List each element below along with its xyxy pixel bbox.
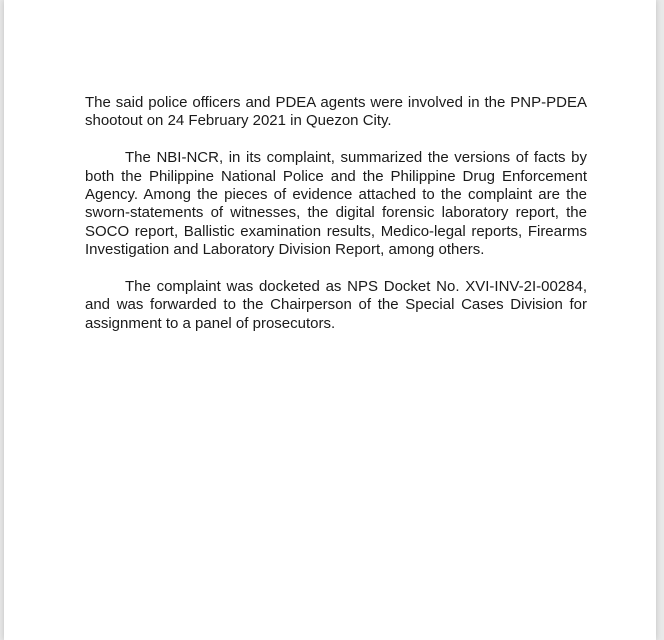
paragraph-docket: The complaint was docketed as NPS Docket No. XVI-INV-2I-00284, and was forwarded to the Chairperson of the Special Cases Division for assignment to a panel of prosecutors.	[85, 278, 587, 332]
paragraph-complaint-summary: The NBI-NCR, in its complaint, summarized the versions of facts by both the Philippine National Police and the Philippine Drug Enforcement Agency. Among the pieces of evidence attached to the complaint are the sworn-statements of witnesses, the digital forensic laboratory report, the SOCO report, Ballistic examination results, Medico-legal reports, Firearms Investigation and Laboratory Division Report, among others.	[85, 149, 587, 259]
document-body	[85, 94, 587, 352]
document-page	[4, 0, 656, 640]
paragraph-involvement: The said police officers and PDEA agents were involved in the PNP-PDEA shootout on 24 February 2021 in Quezon City.	[85, 94, 587, 130]
